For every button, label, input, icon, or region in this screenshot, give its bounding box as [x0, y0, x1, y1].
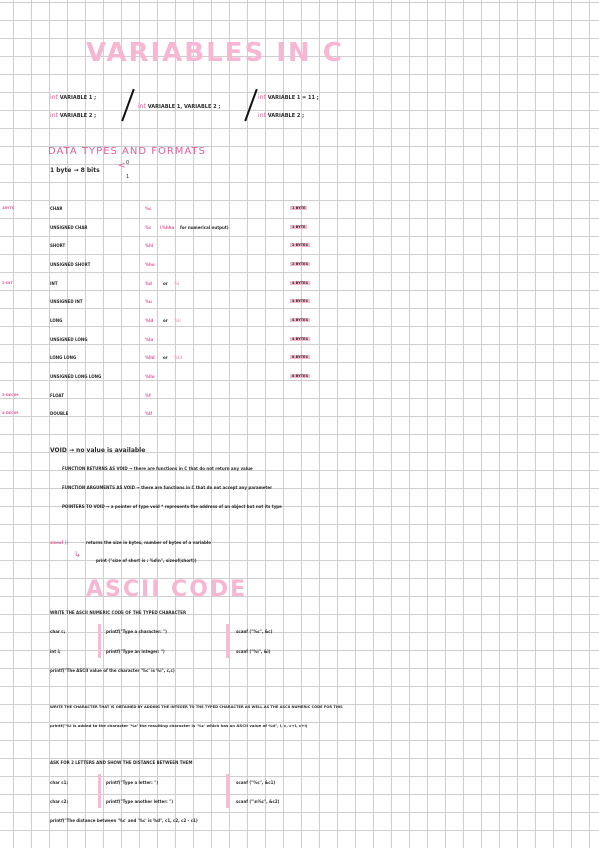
- var-decl-2: int VARIABLE 2 ;: [50, 112, 97, 119]
- highlight-bar: [98, 624, 101, 658]
- type-name: UNSIGNED LONG LONG: [50, 374, 102, 379]
- ex1-decl-c: char c;: [50, 629, 66, 634]
- void-item-1: FUNCTION RETURNS AS VOID → there are functions in C that do not return any value: [62, 466, 253, 471]
- ex3-decl-c2: char c2;: [50, 799, 69, 804]
- type-format: %f: [145, 393, 151, 398]
- type-name: UNSIGNED SHORT: [50, 262, 91, 267]
- type-format-alt: %li: [174, 318, 181, 323]
- type-format-or: or: [163, 355, 168, 360]
- ex1-printf-int: printf("Type an integer: "): [106, 649, 165, 654]
- type-name: LONG LONG: [50, 355, 77, 360]
- ex3-decl-c1: char c1;: [50, 780, 69, 785]
- page-title: VARIABLES IN C: [86, 38, 344, 68]
- sizeof-text: returns the size in bytes, number of bytes of a variable: [86, 540, 211, 545]
- type-format: %u: [145, 299, 152, 304]
- type-size-badge: 2 BYTES: [292, 262, 308, 266]
- ex3-scanf-c2: scanf ("\n%c", &c2): [236, 799, 280, 804]
- ex1-printf-result: printf("The ASCII value of the character '%c' is %i", c,c): [50, 668, 175, 673]
- type-format: %ld: [145, 318, 154, 323]
- highlight-bar: [226, 774, 229, 808]
- sizeof-label: sizeof (): [50, 540, 69, 545]
- ex3-task: ASK FOR 2 LETTERS AND SHOW THE DISTANCE BETWEEN THEM: [50, 760, 193, 765]
- type-format: %hi: [145, 243, 154, 248]
- highlight-bar: [98, 774, 101, 808]
- byte-line: 1 byte → 8 bits: [50, 167, 100, 174]
- ex1-task: WRITE THE ASCII NUMERIC CODE OF THE TYPED CHARACTER: [50, 610, 187, 615]
- ex2-task: WRITE THE CHARACTER THAT IS OBTAINED BY ADDING THE INTEGER TO THE TYPED CHARACTER AS WELL AS THE ASCII NUMERIC CODE FOR THIS: [50, 705, 343, 709]
- ascii-heading: ASCII CODE: [86, 577, 248, 602]
- type-size-badge: 2 BYTES: [292, 243, 308, 247]
- type-side-label: 2-INT: [2, 281, 13, 285]
- type-size-badge: 1 BYTE: [292, 206, 306, 210]
- type-name: UNSIGNED LONG: [50, 337, 88, 342]
- type-size-badge: 4 BYTES: [292, 337, 308, 341]
- var-decl-1: int VARIABLE 1 ;: [50, 94, 97, 101]
- type-format-or: or: [163, 281, 168, 286]
- ex3-printf-letter: printf("Type a letter: "): [106, 780, 159, 785]
- void-line: VOID → no value is available: [50, 447, 146, 454]
- type-name: UNSIGNED CHAR: [50, 225, 88, 230]
- type-format: %c: [145, 206, 152, 211]
- type-side-label: 1BYTE: [2, 206, 15, 210]
- ex3-scanf-c1: scanf ("%c", &c1): [236, 780, 276, 785]
- ex2-printf: printf("%i is added to the character '%c' the resulting character is '%c' which has an ASCII value of %d", i, c, c+i, c+i): [50, 723, 308, 728]
- datatypes-heading: DATA TYPES AND FORMATS: [48, 146, 206, 157]
- type-name: LONG: [50, 318, 63, 323]
- ex1-scanf-char: scanf ("%c", &c): [236, 629, 273, 634]
- type-name: INT: [50, 281, 58, 286]
- type-size-badge: 8 BYTES: [292, 355, 308, 359]
- ex1-printf-char: printf("Type a character: "): [106, 629, 168, 634]
- var-decl-4: int VARIABLE 2 ;: [258, 112, 305, 119]
- curved-arrow-icon: ↳: [74, 550, 81, 559]
- ex3-printf-another: printf("Type another letter: "): [106, 799, 174, 804]
- sizeof-example: print ("size of short is : %d\n", sizeof(short)): [96, 558, 197, 563]
- type-name: FLOAT: [50, 393, 64, 398]
- divider-slash: [121, 89, 134, 121]
- void-item-2: FUNCTION ARGUMENTS AS VOID → there are functions in C that do not accept any parameter: [62, 485, 273, 490]
- type-size-badge: 4 BYTES: [292, 318, 308, 322]
- ex1-decl-i: int i;: [50, 649, 61, 654]
- ex3-printf-distance: printf("The distance between '%c' and '%c' is %d", c1, c2, c2 - c1): [50, 818, 198, 823]
- ex1-scanf-int: scanf ("%i", &i): [236, 649, 271, 654]
- type-size-badge: 4 BYTES: [292, 299, 308, 303]
- type-size-badge: 1 BYTE: [292, 225, 306, 229]
- highlight-bar: [226, 624, 229, 658]
- bit-arrow-icon: <: [118, 161, 126, 171]
- type-name: DOUBLE: [50, 411, 69, 416]
- var-decl-combined: int VARIABLE 1, VARIABLE 2 ;: [138, 103, 221, 110]
- bit-zero: 0: [126, 160, 130, 166]
- bit-one: 1: [126, 174, 130, 180]
- type-format: %hu: [145, 262, 155, 267]
- type-format: %lu: [145, 337, 154, 342]
- type-side-label: 4-DECIM: [2, 411, 19, 415]
- var-decl-init: int VARIABLE 1 = 11 ;: [258, 94, 319, 101]
- type-format-or: or: [163, 318, 168, 323]
- type-format-alt: %i: [174, 281, 180, 286]
- type-format-note: for numerical output): [180, 225, 229, 230]
- divider-slash: [244, 89, 257, 121]
- type-size-badge: 4 BYTES: [292, 281, 308, 285]
- void-item-3: POINTERS TO VOID → a pointer of type void * represents the address of an object but not its type: [62, 504, 282, 509]
- type-format-alt: %lli: [174, 355, 183, 360]
- type-name: UNSIGNED INT: [50, 299, 83, 304]
- type-format: %d: [145, 281, 152, 286]
- type-size-badge: 8 BYTES: [292, 374, 308, 378]
- type-name: CHAR: [50, 206, 63, 211]
- type-format: %c: [145, 225, 152, 230]
- type-name: SHORT: [50, 243, 66, 248]
- type-format: %llu: [145, 374, 155, 379]
- type-side-label: 3-DECIM: [2, 393, 19, 397]
- type-format: %lf: [145, 411, 153, 416]
- type-format: %lld: [145, 355, 155, 360]
- type-format-alt: (%hhu: [160, 225, 175, 230]
